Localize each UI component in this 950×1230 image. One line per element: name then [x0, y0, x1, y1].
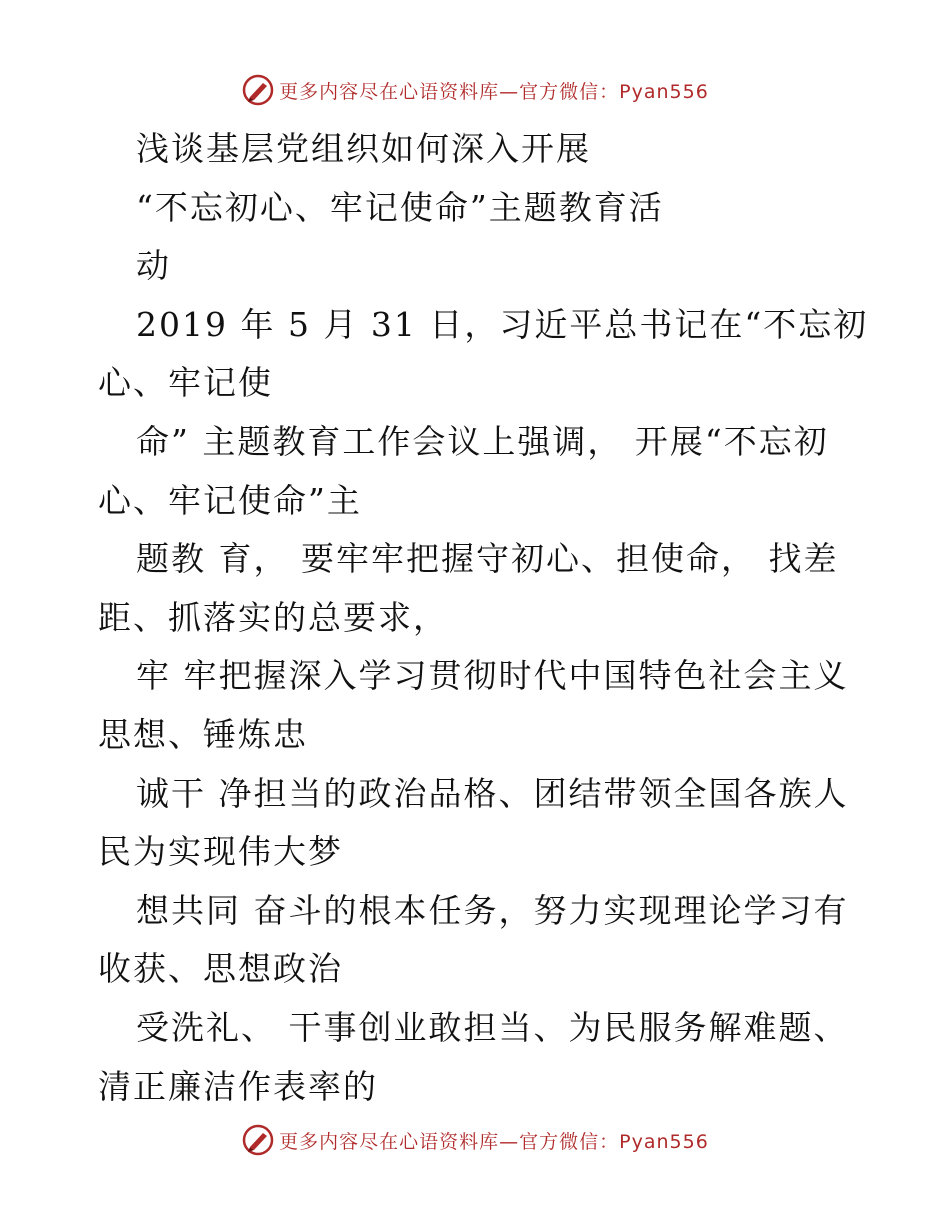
document-body	[98, 120, 869, 1116]
document-line: 收获、思想政治	[98, 949, 343, 989]
document-line: 命” 主题教育工作会议上强调， 开展“不忘初	[136, 421, 829, 461]
header-watermark-banner	[0, 70, 950, 110]
document-line: 距、抓落实的总要求，	[98, 597, 448, 637]
document-line: 心、牢记使命”主	[98, 480, 362, 520]
document-line: 民为实现伟大梦	[98, 832, 343, 872]
document-line: 动	[136, 246, 171, 286]
document-line: 受洗礼、 干事创业敢担当、为民服务解难题、	[136, 1007, 849, 1047]
header-banner-text: 更多内容尽在心语资料库—官方微信：Pyan556	[279, 80, 709, 103]
document-line: 清正廉洁作表率的	[98, 1066, 378, 1106]
document-line: 心、牢记使	[98, 363, 273, 403]
document-line: 牢 牢把握深入学习贯彻时代中国特色社会主义	[136, 656, 849, 696]
document-line: 思想、锤炼忠	[98, 714, 308, 754]
document-line: 2019 年 5 月 31 日，习近平总书记在“不忘初	[136, 304, 869, 344]
document-line: 诚干 净担当的政治品格、团结带领全国各族人	[136, 773, 849, 813]
pen-logo-icon	[241, 1123, 275, 1157]
document-line: “不忘初心、牢记使命”主题教育活	[136, 187, 664, 227]
footer-watermark-banner	[0, 1120, 950, 1160]
document-line: 题教 育， 要牢牢把握守初心、担使命， 找差	[136, 539, 839, 579]
footer-banner-text: 更多内容尽在心语资料库—官方微信：Pyan556	[279, 1130, 709, 1153]
pen-logo-icon	[241, 73, 275, 107]
document-line: 浅谈基层党组织如何深入开展	[136, 129, 591, 168]
document-line: 想共同 奋斗的根本任务，努力实现理论学习有	[136, 890, 849, 930]
